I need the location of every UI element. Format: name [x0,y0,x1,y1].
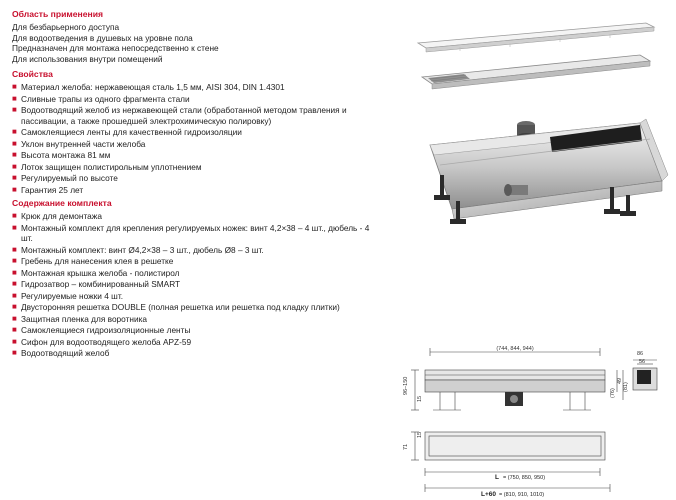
properties-item: ■ Сливные трапы из одного фрагмента стали [12,93,190,104]
bullet-icon: ■ [12,222,17,232]
bullet-icon: ■ [12,82,17,91]
bullet-icon: ■ [12,313,17,323]
plan-height-1: 71 [403,443,409,450]
outlet-pipe [504,184,528,196]
contents-item: ■ Регулируемые ножки 4 шт. [12,290,124,301]
bullet-icon: ■ [12,279,17,288]
length-value: = (750, 850, 950) [503,475,546,481]
length-plus-60-label: L+60 [481,491,496,498]
length-plus-60-value: = (810, 910, 1010) [499,492,545,498]
application-item: Для водоотведения в душевых на уровне пола [12,32,193,43]
application-item: Предназначен для монтажа непосредственно к стене [12,43,219,53]
bullet-icon: ■ [12,256,17,265]
contents-item: ■ Монтажная крышка желоба - полистирол [12,267,180,278]
siphon-drawing [505,392,523,406]
properties-item: ■ Высота монтажа 81 мм [12,150,111,160]
contents-item: ■ Самоклеящиеся гидроизоляционные ленты [12,325,191,335]
properties-list [12,82,377,195]
section-detail [637,370,651,384]
tile-grating [422,55,650,89]
right-height-2: (81) [623,382,629,392]
side-width-1: 86 [637,351,644,357]
application-list [12,22,377,64]
contents-item: ■ Защитная пленка для воротника [12,313,148,324]
contents-item: ■ Водоотводящий желоб [12,348,110,358]
properties-item: ■ Гарантия 25 лет [12,184,84,195]
contents-item: ■ Гребень для нанесения клея в решетке [12,256,174,266]
properties-item: ■ Регулируемый по высоте [12,173,118,183]
bullet-icon: ■ [12,244,17,254]
length-label: L [495,474,499,481]
top-dimension: (744, 844, 944) [496,346,534,352]
bullet-icon: ■ [12,138,17,148]
properties-item: ■ Самоклеящиеся ленты для качественной гидроизоляции [12,127,242,137]
bullet-icon: ■ [12,127,17,136]
left-height-2: 15 [417,395,423,402]
right-height-1: 49 [617,377,623,384]
contents-item: ■ Гидрозатвор – комбинированный SMART [12,279,181,289]
cover-grating [418,23,654,52]
bullet-icon: ■ [12,150,17,159]
right-height-3: (76) [610,388,616,398]
bullet-icon: ■ [12,184,17,194]
product-illustration [400,5,670,235]
application-title: Область применения [12,9,103,19]
bullet-icon: ■ [12,325,17,334]
bullet-icon: ■ [12,93,17,103]
bullet-icon: ■ [12,267,17,277]
contents-item: ■ Двусторонняя решетка DOUBLE (полная решетка или решетка под кладку плитки) [12,302,340,312]
bullet-icon: ■ [12,348,17,357]
bullet-icon: ■ [12,173,17,182]
properties-item: ■ Лоток защищен полистирольным уплотнением [12,161,202,172]
contents-item: ■ Монтажный комплект для крепления регулируемых ножек: винт 4,2×38 – 4 шт., дюбель - 4 шт. [12,222,370,243]
contents-title: Содержание комплекта [12,198,112,208]
bullet-icon: ■ [12,290,17,300]
application-item: Для использования внутри помещений [12,53,163,64]
application-item: Для безбарьерного доступа [12,22,120,32]
contents-list [12,211,377,359]
bullet-icon: ■ [12,105,17,114]
contents-item: ■ Сифон для водоотводящего желоба APZ-59 [12,336,192,347]
side-width-2: 56 [639,359,646,365]
bullet-icon: ■ [12,302,17,311]
spec-text-column [12,8,377,362]
properties-item: ■ Уклон внутренней части желоба [12,138,146,149]
plan-height-2: 15 [417,431,423,438]
bullet-icon: ■ [12,211,17,220]
bullet-icon: ■ [12,336,17,346]
properties-item: ■ Водоотводящий желоб из нержавеющей стали (обработанной методом травления и пассивации, а также прошедшей электрохимическую полировку) [12,105,347,126]
bullet-icon: ■ [12,161,17,171]
properties-title: Свойства [12,69,53,79]
contents-item: ■ Монтажный комплект: винт Ø4,2×38 – 3 шт., дюбель Ø8 – 3 шт. [12,244,264,255]
properties-item: ■ Материал желоба: нержавеющая сталь 1,5 мм, AISI 304, DIN 1.4301 [12,82,285,92]
drain-channel [430,119,668,219]
contents-item: ■ Крюк для демонтажа [12,211,102,221]
technical-drawing [385,340,675,500]
left-height-1: 96–150 [403,376,409,395]
